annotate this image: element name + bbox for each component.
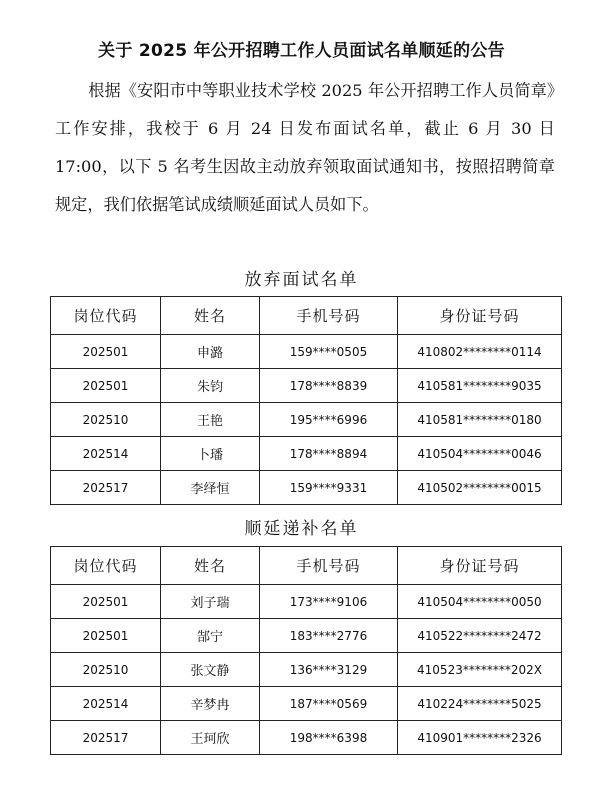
table-row — [51, 721, 562, 755]
phone-number: 159****0505 — [260, 335, 398, 369]
candidate-name: 张文静 — [161, 653, 260, 687]
id-number: 410224********5025 — [398, 687, 562, 721]
phone-number: 187****0569 — [260, 687, 398, 721]
id-number: 410504********0046 — [398, 437, 562, 471]
phone-number: 173****9106 — [260, 585, 398, 619]
column-header: 手机号码 — [260, 547, 398, 585]
candidate-name: 李绎恒 — [161, 471, 260, 505]
position-code: 202517 — [51, 721, 161, 755]
position-code: 202517 — [51, 471, 161, 505]
table-row — [51, 403, 562, 437]
position-code: 202514 — [51, 687, 161, 721]
candidate-name: 郜宁 — [161, 619, 260, 653]
table-row — [51, 619, 562, 653]
table-row — [51, 471, 562, 505]
candidate-name: 王珂欣 — [161, 721, 260, 755]
id-number: 410581********9035 — [398, 369, 562, 403]
column-header: 手机号码 — [260, 297, 398, 335]
id-number: 410802********0114 — [398, 335, 562, 369]
table-row — [51, 653, 562, 687]
column-header: 岗位代码 — [51, 297, 161, 335]
position-code: 202501 — [51, 335, 161, 369]
waived-list-title: 放弃面试名单 — [244, 270, 359, 290]
candidate-name: 王艳 — [161, 403, 260, 437]
notice-title: 关于 2025 年公开招聘工作人员面试名单顺延的公告 — [98, 41, 505, 61]
candidate-name: 朱钧 — [161, 369, 260, 403]
position-code: 202501 — [51, 619, 161, 653]
column-header: 姓名 — [161, 547, 260, 585]
waived-table — [50, 296, 562, 505]
column-header: 岗位代码 — [51, 547, 161, 585]
table-row — [51, 335, 562, 369]
column-header: 身份证号码 — [398, 297, 562, 335]
table-header-row — [51, 547, 562, 585]
phone-number: 159****9331 — [260, 471, 398, 505]
id-number: 410504********0050 — [398, 585, 562, 619]
phone-number: 178****8839 — [260, 369, 398, 403]
table-row — [51, 369, 562, 403]
candidate-name: 刘子瑞 — [161, 585, 260, 619]
table-header-row — [51, 297, 562, 335]
candidate-name: 卜璠 — [161, 437, 260, 471]
phone-number: 195****6996 — [260, 403, 398, 437]
table-row — [51, 437, 562, 471]
position-code: 202510 — [51, 653, 161, 687]
supplement-list-title: 顺延递补名单 — [244, 519, 359, 539]
id-number: 410523********202X — [398, 653, 562, 687]
id-number: 410901********2326 — [398, 721, 562, 755]
phone-number: 198****6398 — [260, 721, 398, 755]
column-header: 姓名 — [161, 297, 260, 335]
table-row — [51, 585, 562, 619]
notice-paragraph: 根据《安阳市中等职业技术学校 2025 年公开招聘工作人员简章》工作安排，我校于 6 月 24 日发布面试名单，截止 6 月 30 日 17:00，以下 5 名考生因故主动放弃领取面试通知书，按照招聘简章规定，我们依据笔试成绩顺延面试人员如下。 — [55, 81, 555, 214]
position-code: 202514 — [51, 437, 161, 471]
candidate-name: 申潞 — [161, 335, 260, 369]
position-code: 202510 — [51, 403, 161, 437]
candidate-name: 辛梦冉 — [161, 687, 260, 721]
id-number: 410522********2472 — [398, 619, 562, 653]
position-code: 202501 — [51, 369, 161, 403]
id-number: 410581********0180 — [398, 403, 562, 437]
table-row — [51, 687, 562, 721]
phone-number: 183****2776 — [260, 619, 398, 653]
id-number: 410502********0015 — [398, 471, 562, 505]
position-code: 202501 — [51, 585, 161, 619]
supplement-table — [50, 546, 562, 755]
column-header: 身份证号码 — [398, 547, 562, 585]
phone-number: 136****3129 — [260, 653, 398, 687]
phone-number: 178****8894 — [260, 437, 398, 471]
